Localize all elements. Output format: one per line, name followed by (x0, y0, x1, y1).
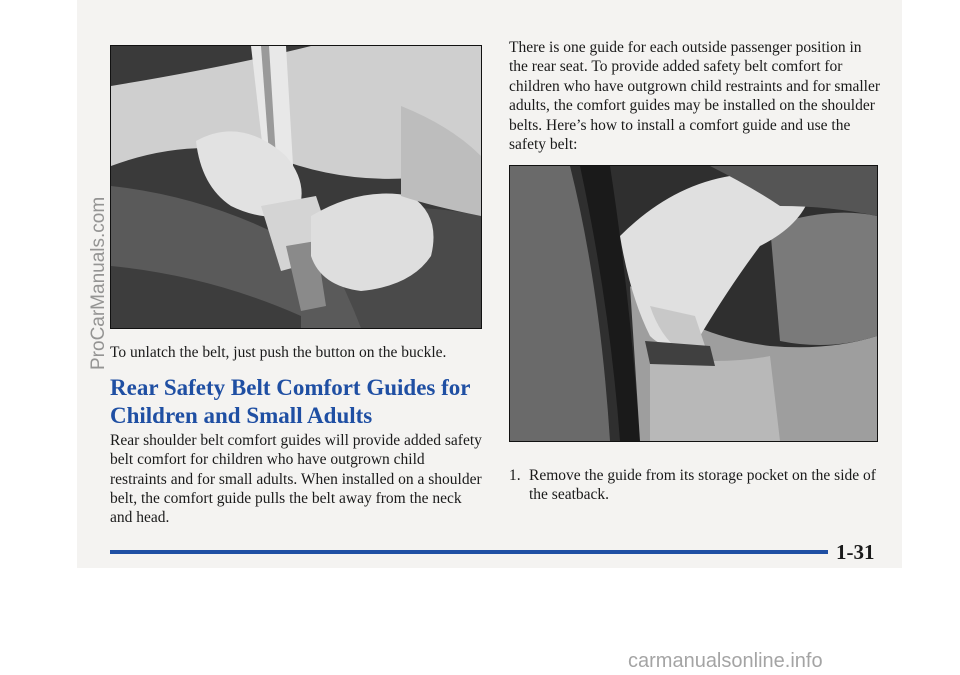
footer-rule-thick (110, 551, 828, 554)
instruction-step (509, 466, 881, 505)
section-heading: Rear Safety Belt Comfort Guides for Children and Small Adults (110, 375, 471, 428)
step-text: Remove the guide from its storage pocket on the side of the seatback. (529, 467, 876, 504)
buckle-caption: To unlatch the belt, just push the button on the buckle. (110, 344, 447, 361)
intro-paragraph: Rear shoulder belt comfort guides will provide added safety belt comfort for children who have outgrown child restraints and for small adults. When installed on a shoulder belt, the comfort guide pulls the belt away from the neck and head. (110, 432, 482, 527)
comfort-guide-pocket-photo (509, 165, 878, 442)
guide-paragraph: There is one guide for each outside passenger position in the rear seat. To provide added safety belt comfort for children who have outgrown child restraints and for smaller adults, the comfort guides may be installed on the shoulder belts. Here’s how to install a comfort guide and use the safety belt: (509, 39, 881, 154)
side-watermark: ProCarManuals.com (88, 196, 109, 370)
bottom-watermark: carmanualsonline.info (628, 650, 823, 672)
page-number: 1-31 (836, 540, 875, 564)
buckle-unlatch-photo (110, 45, 482, 329)
step-number: 1. (509, 467, 521, 484)
